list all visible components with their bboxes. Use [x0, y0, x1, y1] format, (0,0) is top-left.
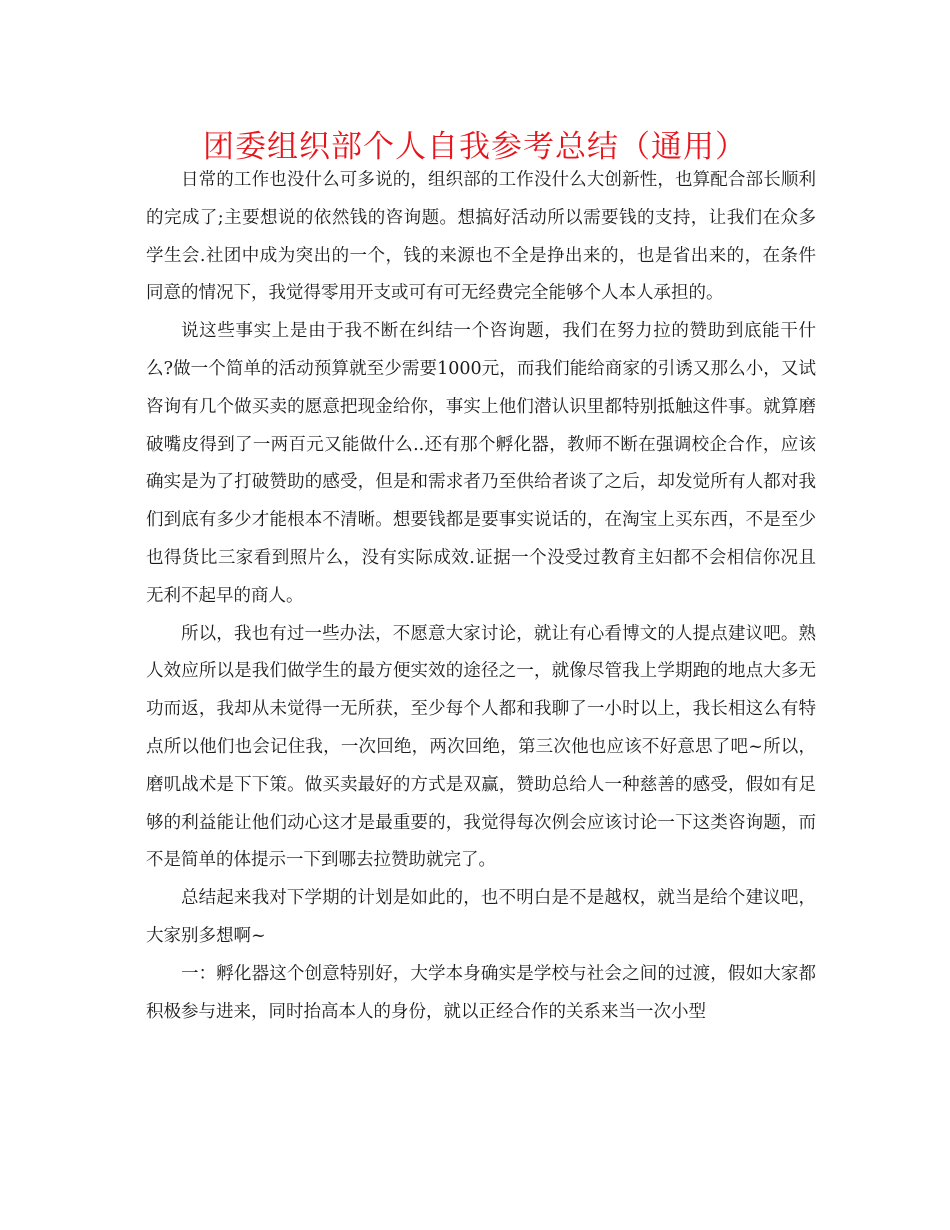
paragraph-1: 日常的工作也没什么可多说的，组织部的工作没什么大创新性，也算配合部长顺利的完成了;主要想说的依然钱的咨询题。想搞好活动所以需要钱的支持，让我们在众多学生会.社团中成为突出的一个，钱的来源也不全是挣出来的，也是省出来的，在条件同意的情况下，我觉得零用开支或可有可无经费完全能够个人本人承担的。 — [146, 170, 816, 304]
document-body — [146, 162, 816, 1031]
document-title: 团委组织部个人自我参考总结（通用） — [203, 129, 747, 165]
paragraph-3: 所以，我也有过一些办法，不愿意大家讨论，就让有心看博文的人提点建议吧。熟人效应所以是我们做学生的最方便实效的途径之一，就像尽管我上学期跑的地点大多无功而返，我却从未觉得一无所获，至少每个人都和我聊了一小时以上，我长相这么有特点所以他们也会记住我，一次回绝，两次回绝，第三次他也应该不好意思了吧~所以，磨叽战术是下下策。做买卖最好的方式是双赢，赞助总给人一种慈善的感受，假如有足够的利益能让他们动心这才是最重要的，我觉得每次例会应该讨论一下这类咨询题，而不是简单的体提示一下到哪去拉赞助就完了。 — [146, 623, 816, 871]
paragraph-5: 一：孵化器这个创意特别好，大学本身确实是学校与社会之间的过渡，假如大家都积极参与进来，同时抬高本人的身份，就以正经合作的关系来当一次小型 — [146, 963, 816, 1022]
paragraph-4: 总结起来我对下学期的计划是如此的，也不明白是不是越权，就当是给个建议吧，大家别多想啊~ — [146, 888, 816, 946]
paragraph-2: 说这些事实上是由于我不断在纠结一个咨询题，我们在努力拉的赞助到底能干什么?做一个简单的活动预算就至少需要1000元，而我们能给商家的引诱又那么小，又试咨询有几个做买卖的愿意把现金给你，事实上他们潜认识里都特别抵触这件事。就算磨破嘴皮得到了一两百元又能做什么..还有那个孵化器，教师不断在强调校企合作，应该确实是为了打破赞助的感受，但是和需求者乃至供给者谈了之后，却发觉所有人都对我们到底有多少才能根本不清晰。想要钱都是要事实说话的，在淘宝上买东西，不是至少也得货比三家看到照片么，没有实际成效.证据一个没受过教育主妇都不会相信你况且无利不起早的商人。 — [146, 321, 816, 606]
